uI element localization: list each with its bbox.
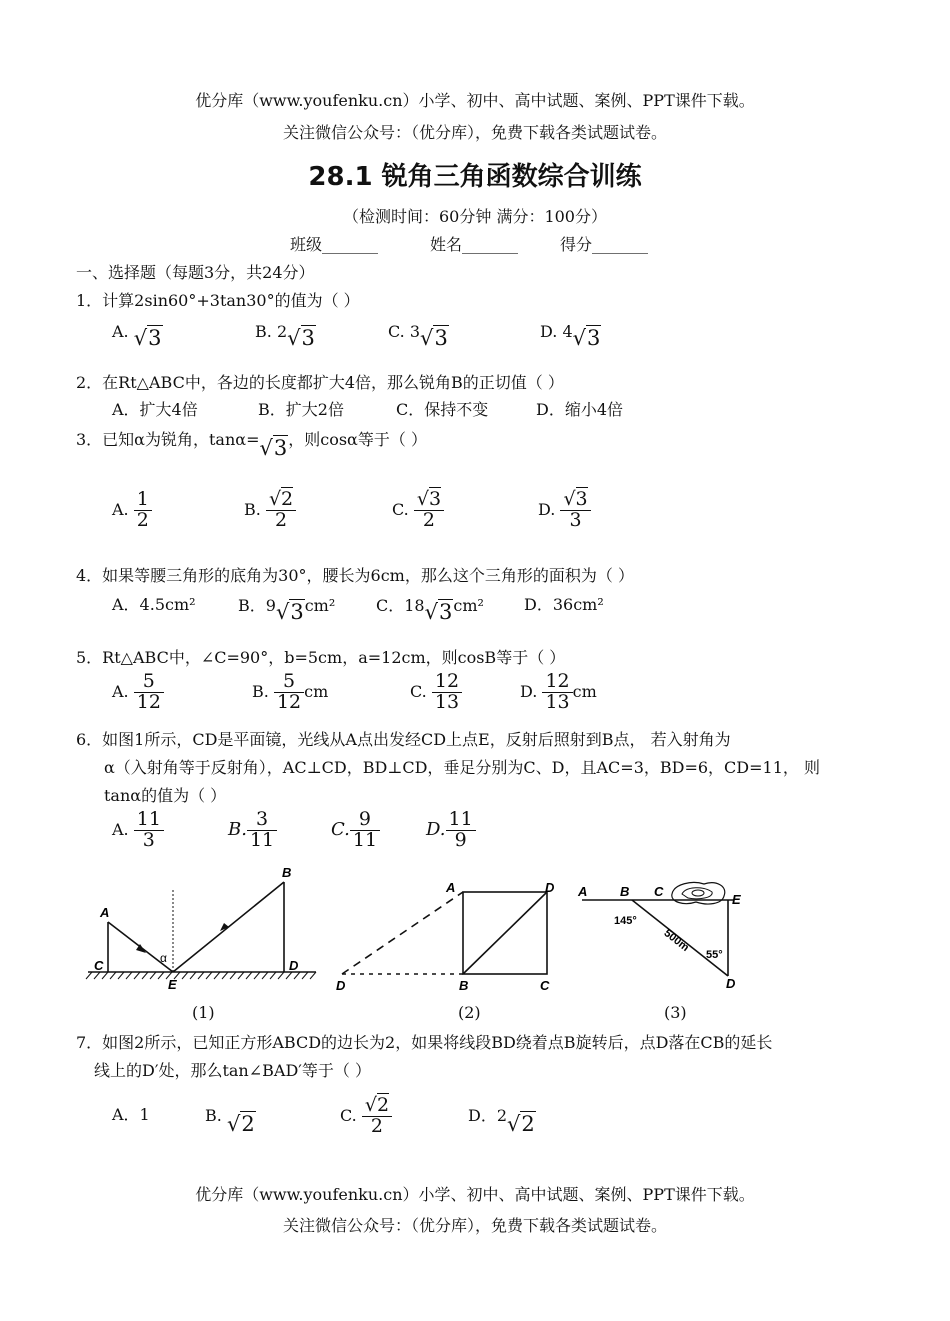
fig2-label-a: A	[446, 880, 456, 895]
question-7-line-1: 7．如图2所示，已知正方形ABCD的边长为2，如果将线段BD绕着点B旋转后，点D落在CB的延长	[76, 1033, 773, 1052]
figure-1-caption: (1)	[192, 1003, 215, 1022]
question-4: 4．如果等腰三角形的底角为30°，腰长为6cm，那么这个三角形的面积为（ ）	[76, 566, 634, 585]
fig1-label-alpha: α	[160, 951, 167, 965]
question-1: 1．计算2sin60°+3tan30°的值为（ ）	[76, 291, 360, 310]
footer-line-2: 关注微信公众号：（优分库），免费下载各类试题试卷。	[282, 1216, 667, 1235]
figure-2-caption: (2)	[458, 1003, 481, 1022]
q1-option-b: B. 2√3	[255, 322, 315, 350]
fig1-label-e: E	[168, 977, 177, 992]
field-score: 得分_______	[560, 235, 649, 254]
q2-option-a: A．扩大4倍	[112, 400, 198, 419]
page-title: 28.1 锐角三角函数综合训练	[308, 162, 642, 192]
header-line-1: 优分库（www.youfenku.cn）小学、初中、高中试题、案例、PPT课件下载。	[195, 91, 755, 110]
question-7-line-2: 线上的D′处，那么tan∠BAD′等于（ ）	[94, 1061, 372, 1080]
fig3-angle-145: 145°	[614, 915, 637, 927]
figure-1	[84, 860, 320, 992]
question-6-line-1: 6．如图1所示，CD是平面镜，光线从A点出发经CD上点E，反射后照射到B点， 若入射角为	[76, 730, 731, 749]
figure-3-caption: (3)	[664, 1003, 687, 1022]
fig3-label-a: A	[578, 884, 588, 899]
figure-2	[332, 878, 562, 994]
fig3-label-e: E	[732, 892, 741, 907]
q3-option-d: D. $\frac{√3}{3}$	[538, 490, 591, 531]
header-line-2: 关注微信公众号：（优分库），免费下载各类试题试卷。	[282, 123, 667, 142]
field-class: 班级_______	[290, 235, 379, 254]
section-heading: 一、选择题（每题3分，共24分）	[76, 263, 315, 282]
q2-option-d: D．缩小4倍	[536, 400, 624, 419]
fig1-label-d: D	[289, 958, 299, 973]
question-3: 3．已知α为锐角，tanα=√3，则cosα等于（ ）	[76, 430, 427, 460]
question-2: 2．在Rt△ABC中，各边的长度都扩大4倍，那么锐角B的正切值（ ）	[76, 373, 564, 392]
q7-option-a: A．1	[112, 1105, 150, 1124]
q7-option-b: B. √2	[205, 1106, 255, 1136]
fig3-angle-55: 55°	[706, 949, 723, 961]
question-5: 5．Rt△ABC中，∠C=90°，b=5cm，a=12cm，则cosB等于（ ）	[76, 648, 566, 667]
fig3-label-c: C	[654, 884, 664, 899]
fig1-label-a: A	[100, 905, 110, 920]
figure-3	[574, 876, 750, 996]
q3-option-c: C. $\frac{√3}{2}$	[392, 490, 444, 531]
fig1-label-c: C	[94, 958, 104, 973]
field-name: 姓名_______	[430, 235, 519, 254]
q6-option-d: D. $\frac{11}{9}$	[426, 810, 476, 851]
q1-option-d: D. 4√3	[540, 322, 601, 350]
question-6-line-3: tanα的值为（ ）	[104, 786, 227, 805]
fig3-distance: 500m	[661, 927, 692, 954]
q5-option-b: B. $\frac{5}{12}$ cm	[252, 670, 329, 713]
q6-option-b: B. $\frac{3}{11}$	[228, 810, 277, 851]
q4-option-a: A．4.5cm²	[112, 595, 196, 614]
q6-option-c: C. $\frac{9}{11}$	[331, 810, 380, 851]
fig1-label-b: B	[282, 865, 292, 880]
q4-option-b: B．9√3cm²	[238, 596, 336, 624]
fig3-label-b: B	[620, 884, 630, 899]
q4-option-c: C．18√3cm²	[376, 596, 484, 624]
q5-option-a: A. $\frac{5}{12}$	[112, 672, 164, 713]
q1-option-c: C. 3√3	[388, 322, 448, 350]
q5-option-c: C. $\frac{12}{13}$	[410, 672, 462, 713]
q7-option-c: C. $\frac{√2}{2}$	[340, 1096, 392, 1137]
q5-option-d: D. $\frac{12}{13}$ cm	[520, 670, 597, 713]
footer-line-1: 优分库（www.youfenku.cn）小学、初中、高中试题、案例、PPT课件下载。	[195, 1185, 755, 1204]
fig2-label-c: C	[540, 978, 550, 993]
fig3-label-d: D	[726, 976, 736, 991]
question-6-line-2: α（入射角等于反射角），AC⊥CD，BD⊥CD，垂足分别为C、D，且AC=3，BD=6，CD=11， 则	[104, 758, 820, 777]
q2-option-b: B．扩大2倍	[258, 400, 344, 419]
q2-option-c: C．保持不变	[396, 400, 489, 419]
q4-option-d: D．36cm²	[524, 595, 604, 614]
q1-option-a: A. √3	[112, 322, 162, 350]
fig2-label-d: D	[545, 880, 555, 895]
q3-option-b: B. $\frac{√2}{2}$	[244, 490, 296, 531]
q7-option-d: D．2√2	[468, 1106, 535, 1136]
fig2-label-dprime: D	[336, 978, 346, 993]
fig2-label-b: B	[459, 978, 469, 993]
test-info: （检测时间：60分钟 满分：100分）	[343, 207, 607, 226]
q6-option-a: A. $\frac{11}{3}$	[112, 810, 164, 851]
q3-option-a: A. $\frac{1}{2}$	[112, 490, 152, 531]
